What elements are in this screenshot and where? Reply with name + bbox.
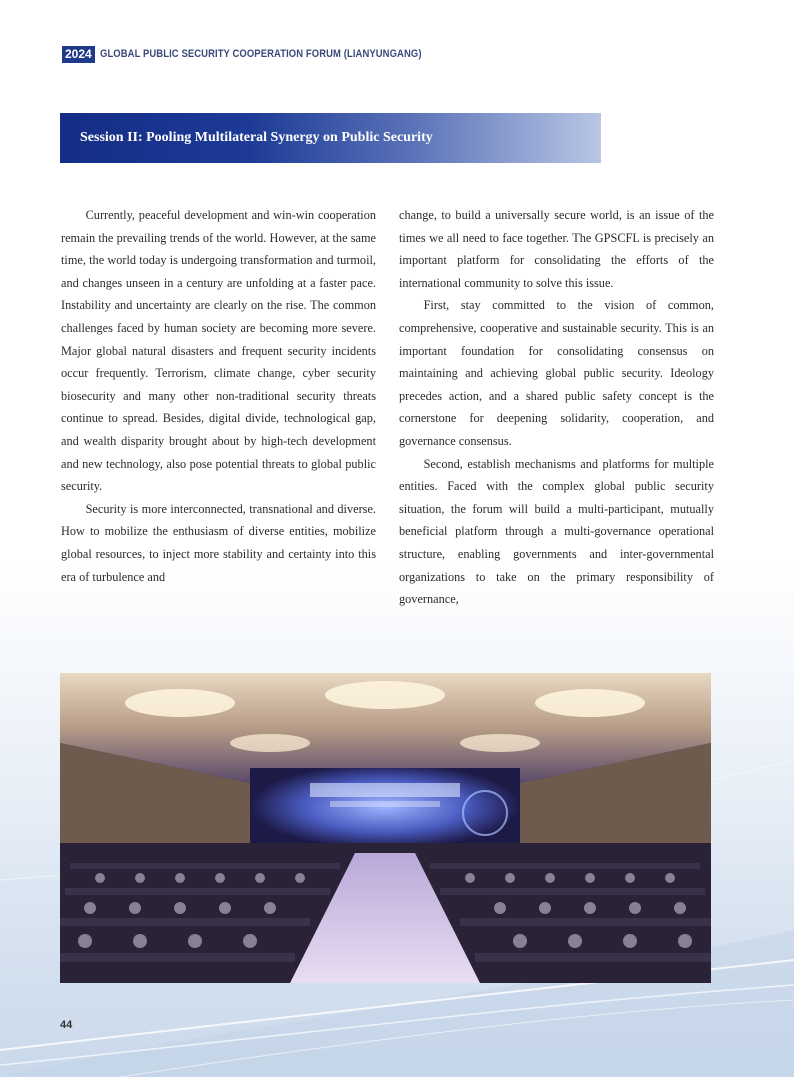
session-title: Session II: Pooling Multilateral Synergy on Public Security	[80, 130, 433, 145]
paragraph: Currently, peaceful development and win-win cooperation remain the prevailing trends of the world. However, at the same time, the world today is undergoing transformation and turmoil, and changes unseen in a century are unfolding at a faster pace. Instability and uncertainty are clearly on the rise. The common challenges faced by human society are becoming more severe. Major global natural disasters and frequent security incidents occur frequently. Terrorism, climate change, cyber security biosecurity and many other non-traditional security threats continue to spread. Besides, digital divide, technological gap, and wealth disparity brought about by high-tech development and new technology, also pose potential threats to global public security.	[61, 208, 376, 494]
right-column	[399, 204, 714, 611]
paragraph: Second, establish mechanisms and platforms for multiple entities. Faced with the complex global public security situation, the forum will build a multi-participant, mutually beneficial platform through a multi-governance operational structure, enabling governments and inter-governmental organizations to take on the primary responsibility of governance,	[399, 456, 714, 607]
session-banner	[60, 113, 601, 163]
year-badge: 2024	[62, 46, 95, 63]
paragraph: First, stay committed to the vision of common, comprehensive, cooperative and sustainable security. This is an important foundation for consolidating consensus on maintaining and achieving global public security. Ideology precedes action, and a shared public safety concept is the cornerstone for deepening solidarity, cooperation, and governance consensus.	[399, 298, 714, 448]
paragraph: Security is more interconnected, transnational and diverse. How to mobilize the enthusiasm of diverse entities, mobilize global resources, to inject more stability and certainty into this era of turbulence and	[61, 501, 376, 584]
page-number: 44	[60, 1019, 73, 1031]
conference-photo	[60, 673, 711, 983]
paragraph-continuation: change, to build a universally secure world, is an issue of the times we all need to face together. The GPSCFL is precisely an important platform for consolidating the efforts of the international community to solve this issue.	[399, 208, 714, 290]
page-header	[62, 45, 474, 63]
left-column	[61, 204, 376, 588]
forum-title: GLOBAL PUBLIC SECURITY COOPERATION FORUM (LIANYUNGANG)	[99, 48, 422, 60]
